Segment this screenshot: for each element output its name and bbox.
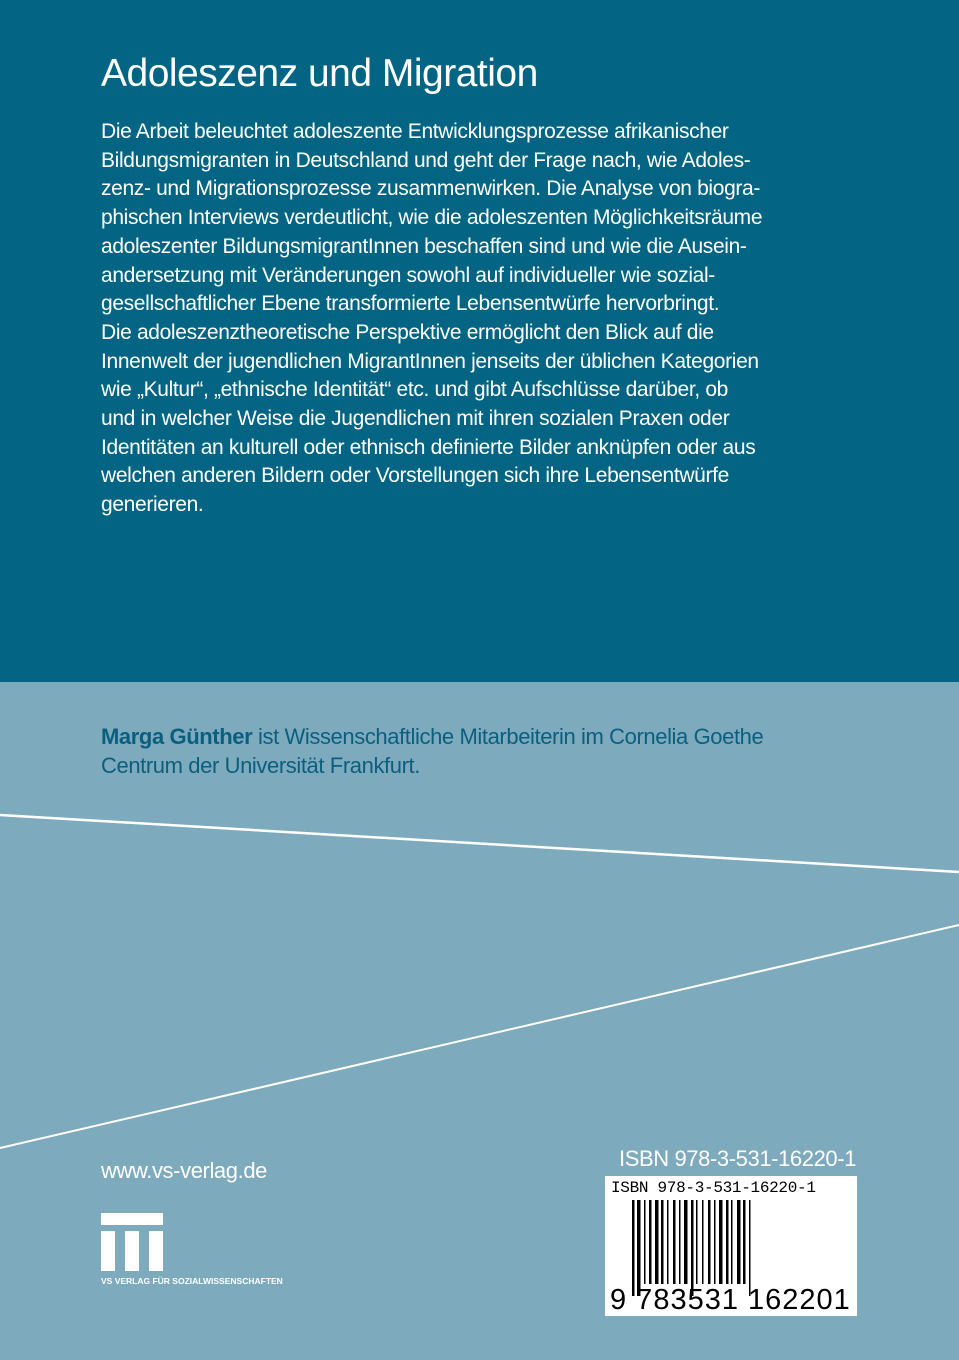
decorative-line-2 <box>0 925 959 1148</box>
description-line: Die Arbeit beleuchtet adoleszente Entwicklungsprozesse afrikanischer <box>101 120 729 143</box>
barcode-digits: 9 783531 162201 <box>610 1284 851 1316</box>
description-line: adoleszenter BildungsmigrantInnen beschaffen sind und wie die Ausein- <box>101 234 747 258</box>
description-line: wie „Kultur“, „ethnische Identität“ etc. und gibt Aufschlüsse darüber, ob <box>101 378 728 402</box>
description-line: gesellschaftlicher Ebene transformierte Lebensentwürfe hervorbringt. <box>101 292 720 316</box>
publisher-url[interactable]: www.vs-verlag.de <box>101 1158 267 1183</box>
description-line: Innenwelt der jugendlichen MigrantInnen jenseits der üblichen Kategorien <box>101 349 759 373</box>
barcode-isbn: ISBN 978-3-531-16220-1 <box>611 1179 816 1197</box>
book-description <box>101 118 762 520</box>
author-bio-line1: ist Wissenschaftliche Mitarbeiterin im Cornelia Goethe <box>252 724 764 749</box>
publisher-logo-icon <box>101 1213 163 1271</box>
description-line: andersetzung mit Veränderungen sowohl auf individueller wie sozial- <box>101 263 715 287</box>
publisher-name: VS VERLAG FÜR SOZIALWISSENSCHAFTEN <box>101 1276 283 1286</box>
description-line: generieren. <box>101 493 204 517</box>
author-bio <box>101 722 763 780</box>
author-name: Marga Günther <box>101 724 253 749</box>
description-line: zenz- und Migrationsprozesse zusammenwirken. Die Analyse von biogra- <box>101 177 761 201</box>
description-line: und in welcher Weise die Jugendlichen mit ihren sozialen Praxen oder <box>101 407 730 431</box>
isbn-text: ISBN 978-3-531-16220-1 <box>619 1146 857 1171</box>
barcode <box>605 1176 857 1316</box>
description-line: phischen Interviews verdeutlicht, wie die adoleszenten Möglichkeitsräume <box>101 206 763 230</box>
decorative-line-1 <box>0 815 959 872</box>
description-line: Bildungsmigranten in Deutschland und geht der Frage nach, wie Adoles- <box>101 148 751 172</box>
description-line: Identitäten an kulturell oder ethnisch definierte Bilder anknüpfen oder aus <box>101 435 756 459</box>
description-line: Die adoleszenztheoretische Perspektive ermöglicht den Blick auf die <box>101 320 714 344</box>
description-line: welchen anderen Bildern oder Vorstellungen sich ihre Lebensentwürfe <box>101 464 729 488</box>
book-title: Adoleszenz und Migration <box>101 52 538 95</box>
author-bio-line2: Centrum der Universität Frankfurt. <box>101 753 420 778</box>
